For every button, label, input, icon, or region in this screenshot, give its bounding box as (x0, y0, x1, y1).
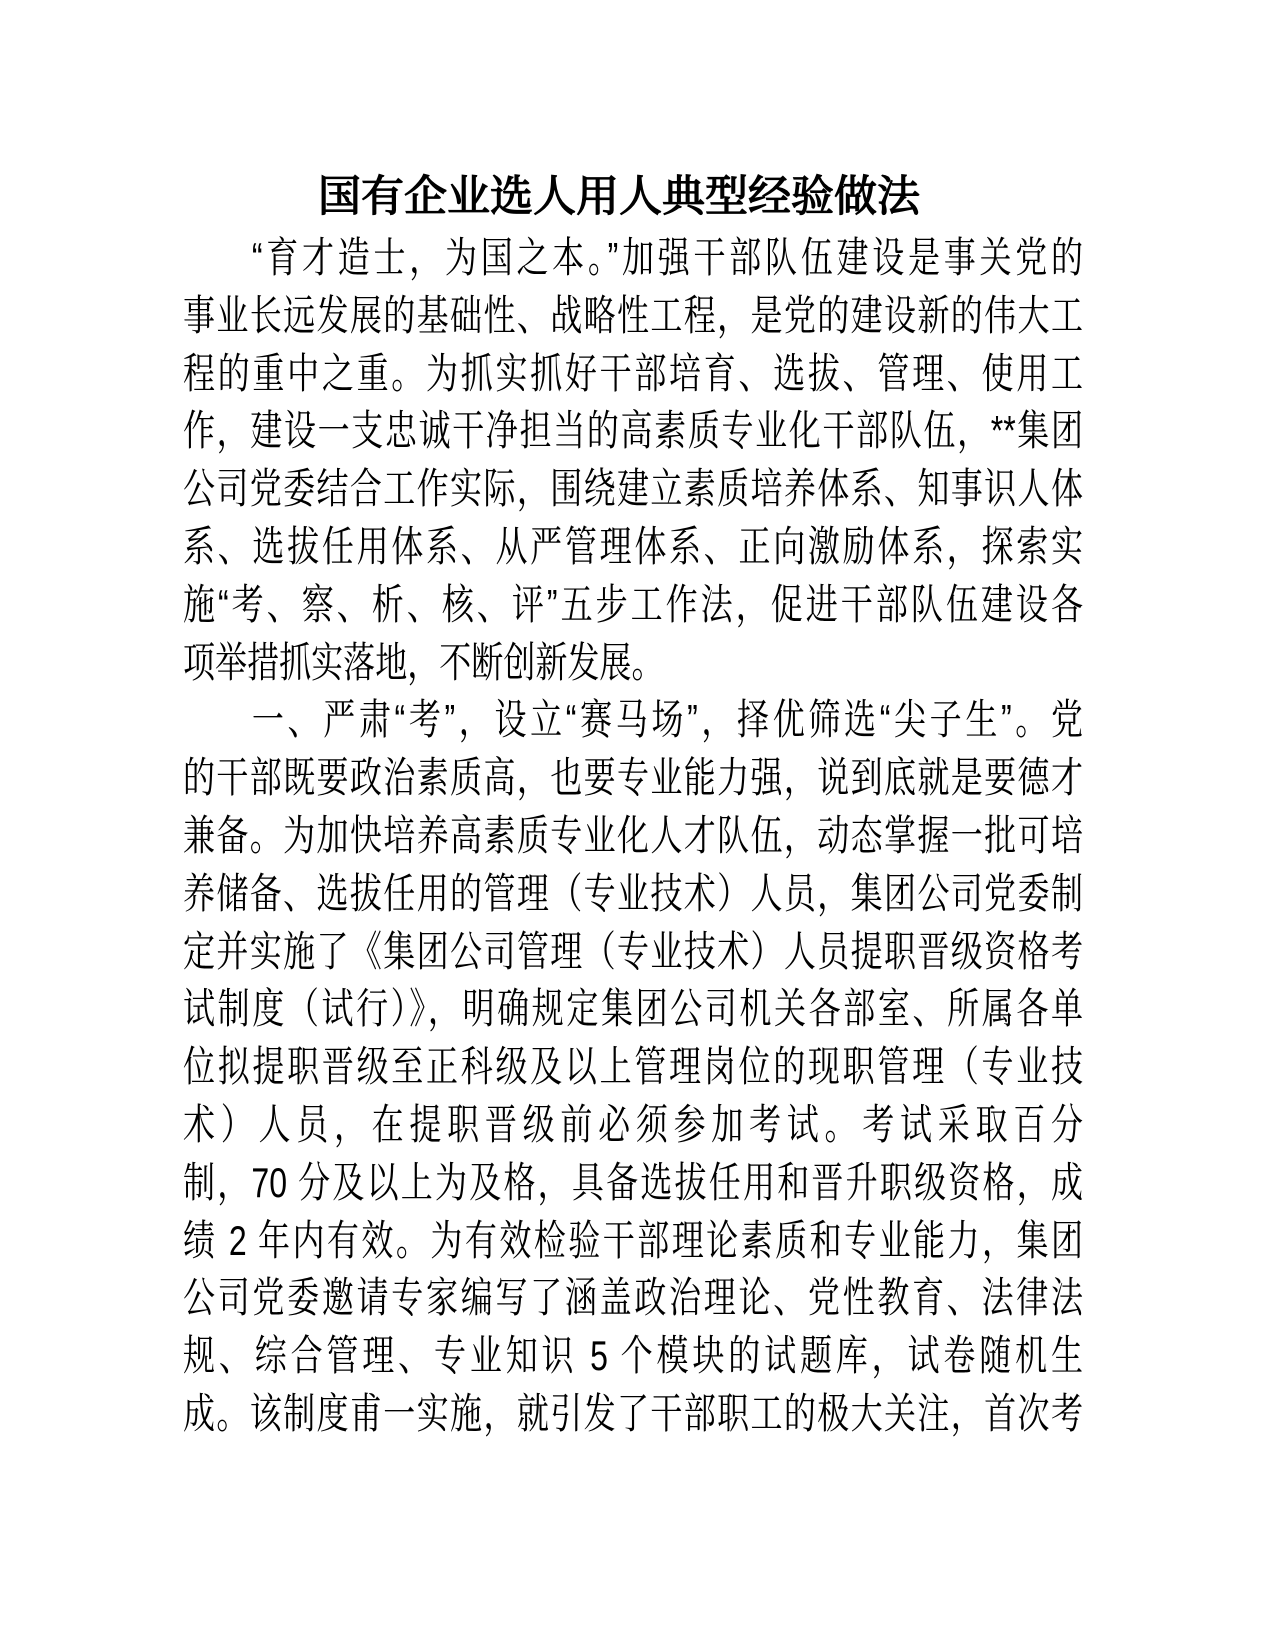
text-line: 一、严肃“考”，设立“赛马场”，择优筛选“尖子生”。党 (251, 696, 1083, 744)
text-line: 系、选拔任用体系、从严管理体系、正向激励体系，探索实 (183, 522, 1083, 570)
text-line: 位拟提职晋级至正科级及以上管理岗位的现职管理（专业技 (183, 1043, 1083, 1091)
text-line: 作，建设一支忠诚干净担当的高素质专业化干部队伍，**集团 (183, 407, 1083, 455)
text-line: 公司党委邀请专家编写了涵盖政治理论、党性教育、法律法 (183, 1274, 1083, 1322)
text-line: 项举措抓实落地，不断创新发展。 (183, 638, 664, 686)
text-line: 事业长远发展的基础性、战略性工程，是党的建设新的伟大工 (183, 291, 1083, 339)
text-line: 定并实施了《集团公司管理（专业技术）人员提职晋级资格考 (183, 927, 1083, 975)
text-line: 公司党委结合工作实际，围绕建立素质培养体系、知事识人体 (183, 465, 1083, 513)
text-line: 绩 2 年内有效。为有效检验干部理论素质和专业能力，集团 (183, 1216, 1083, 1264)
document-title: 国有企业选人用人典型经验做法 (318, 172, 920, 221)
text-line: 术）人员，在提职晋级前必须参加考试。考试采取百分 (183, 1100, 1083, 1148)
text-line: 规、综合管理、专业知识 5 个模块的试题库，试卷随机生 (183, 1332, 1083, 1380)
document-body (183, 229, 1083, 1443)
text-line: 养储备、选拔任用的管理（专业技术）人员，集团公司党委制 (183, 869, 1083, 917)
paragraph (183, 229, 1083, 691)
text-line: 程的重中之重。为抓实抓好干部培育、选拔、管理、使用工 (183, 349, 1083, 397)
text-line: 制，70 分及以上为及格，具备选拔任用和晋升职级资格，成 (183, 1158, 1083, 1206)
paragraph (183, 691, 1083, 1442)
text-line: 试制度（试行）》，明确规定集团公司机关各部室、所属各单 (183, 985, 1083, 1033)
text-line: 的干部既要政治素质高，也要专业能力强，说到底就是要德才 (183, 754, 1083, 802)
text-line: “育才造士，为国之本。”加强干部队伍建设是事关党的 (251, 234, 1083, 281)
text-line: 成。该制度甫一实施，就引发了干部职工的极大关注，首次考 (183, 1389, 1083, 1437)
text-line: 施“考、察、析、核、评”五步工作法，促进干部队伍建设各 (183, 580, 1083, 628)
text-line: 兼备。为加快培养高素质专业化人才队伍，动态掌握一批可培 (183, 811, 1083, 859)
